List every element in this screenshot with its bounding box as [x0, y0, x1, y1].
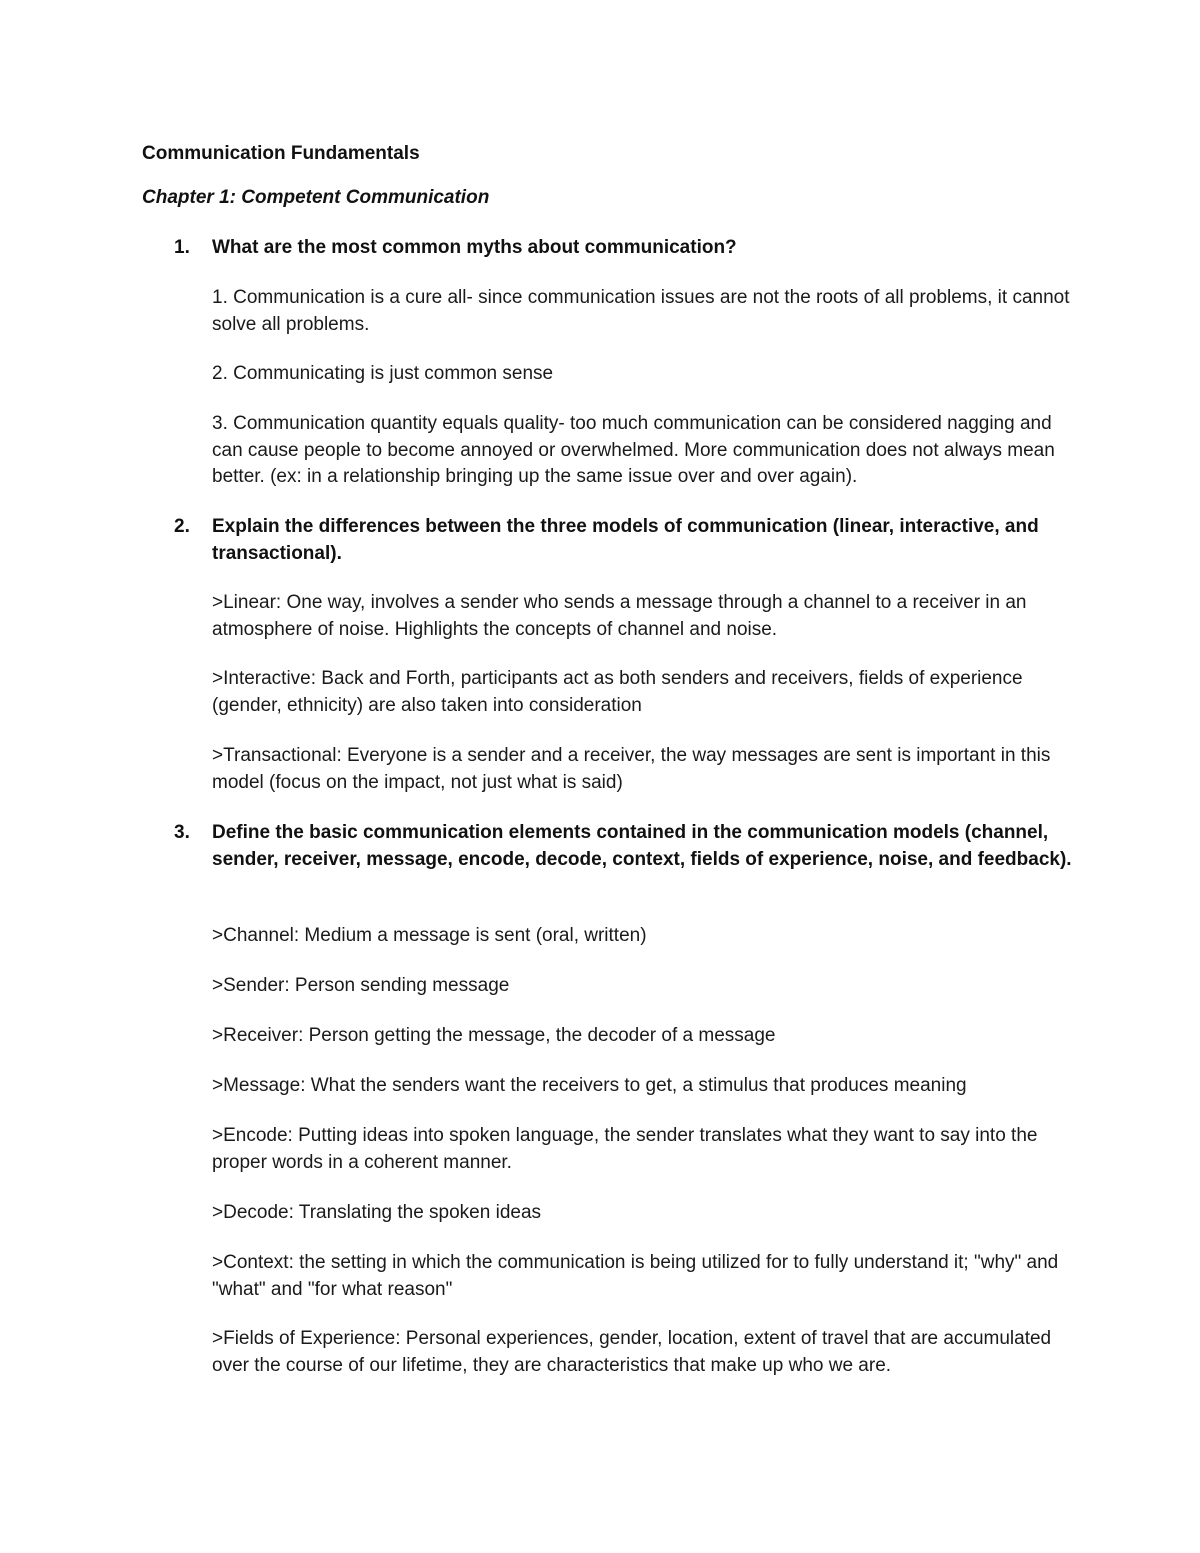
- question-text: Define the basic communication elements contained in the communication models (channel, sender, receiver, message, encode, decode, context, fields of experience, noise, and feedback).: [212, 822, 1072, 870]
- document-title: Communication Fundamentals: [142, 143, 420, 164]
- question-number: 2.: [174, 516, 190, 537]
- question-number: 3.: [174, 822, 190, 843]
- answer-paragraph: >Interactive: Back and Forth, participants act as both senders and receivers, fields of experience (gender, ethnicity) are also taken into consideration: [212, 668, 1023, 716]
- question-text: Explain the differences between the three models of communication (linear, interactive, and transactional).: [212, 516, 1039, 564]
- answer-paragraph: >Linear: One way, involves a sender who sends a message through a channel to a receiver in an atmosphere of noise. Highlights the concepts of channel and noise.: [212, 592, 1027, 640]
- answer-paragraph: >Encode: Putting ideas into spoken language, the sender translates what they want to say into the proper words in a coherent manner.: [212, 1125, 1038, 1173]
- answer-paragraph: >Decode: Translating the spoken ideas: [212, 1202, 542, 1223]
- answer-paragraph: 3. Communication quantity equals quality- too much communication can be considered nagging and can cause people to become annoyed or overwhelmed. More communication does not always mean better. (ex: in a relationship bringing up the same issue over and over again).: [212, 413, 1055, 487]
- chapter-heading: Chapter 1: Competent Communication: [142, 187, 490, 208]
- question-number: 1.: [174, 237, 190, 258]
- answer-paragraph: 2. Communicating is just common sense: [212, 363, 554, 384]
- answer-paragraph: >Message: What the senders want the receivers to get, a stimulus that produces meaning: [212, 1075, 967, 1096]
- answer-paragraph: >Channel: Medium a message is sent (oral, written): [212, 925, 647, 946]
- answer-paragraph: 1. Communication is a cure all- since communication issues are not the roots of all problems, it cannot solve all problems.: [212, 287, 1070, 335]
- answer-paragraph: >Sender: Person sending message: [212, 975, 510, 996]
- answer-paragraph: >Fields of Experience: Personal experiences, gender, location, extent of travel that are accumulated over the course of our lifetime, they are characteristics that make up who we are.: [212, 1328, 1052, 1376]
- answer-paragraph: >Transactional: Everyone is a sender and a receiver, the way messages are sent is important in this model (focus on the impact, not just what is said): [212, 745, 1051, 793]
- answer-paragraph: >Receiver: Person getting the message, the decoder of a message: [212, 1025, 776, 1046]
- question-text: What are the most common myths about communication?: [212, 237, 737, 258]
- answer-paragraph: >Context: the setting in which the communication is being utilized for to fully understand it; "why" and "what" and "for what reason": [212, 1252, 1059, 1300]
